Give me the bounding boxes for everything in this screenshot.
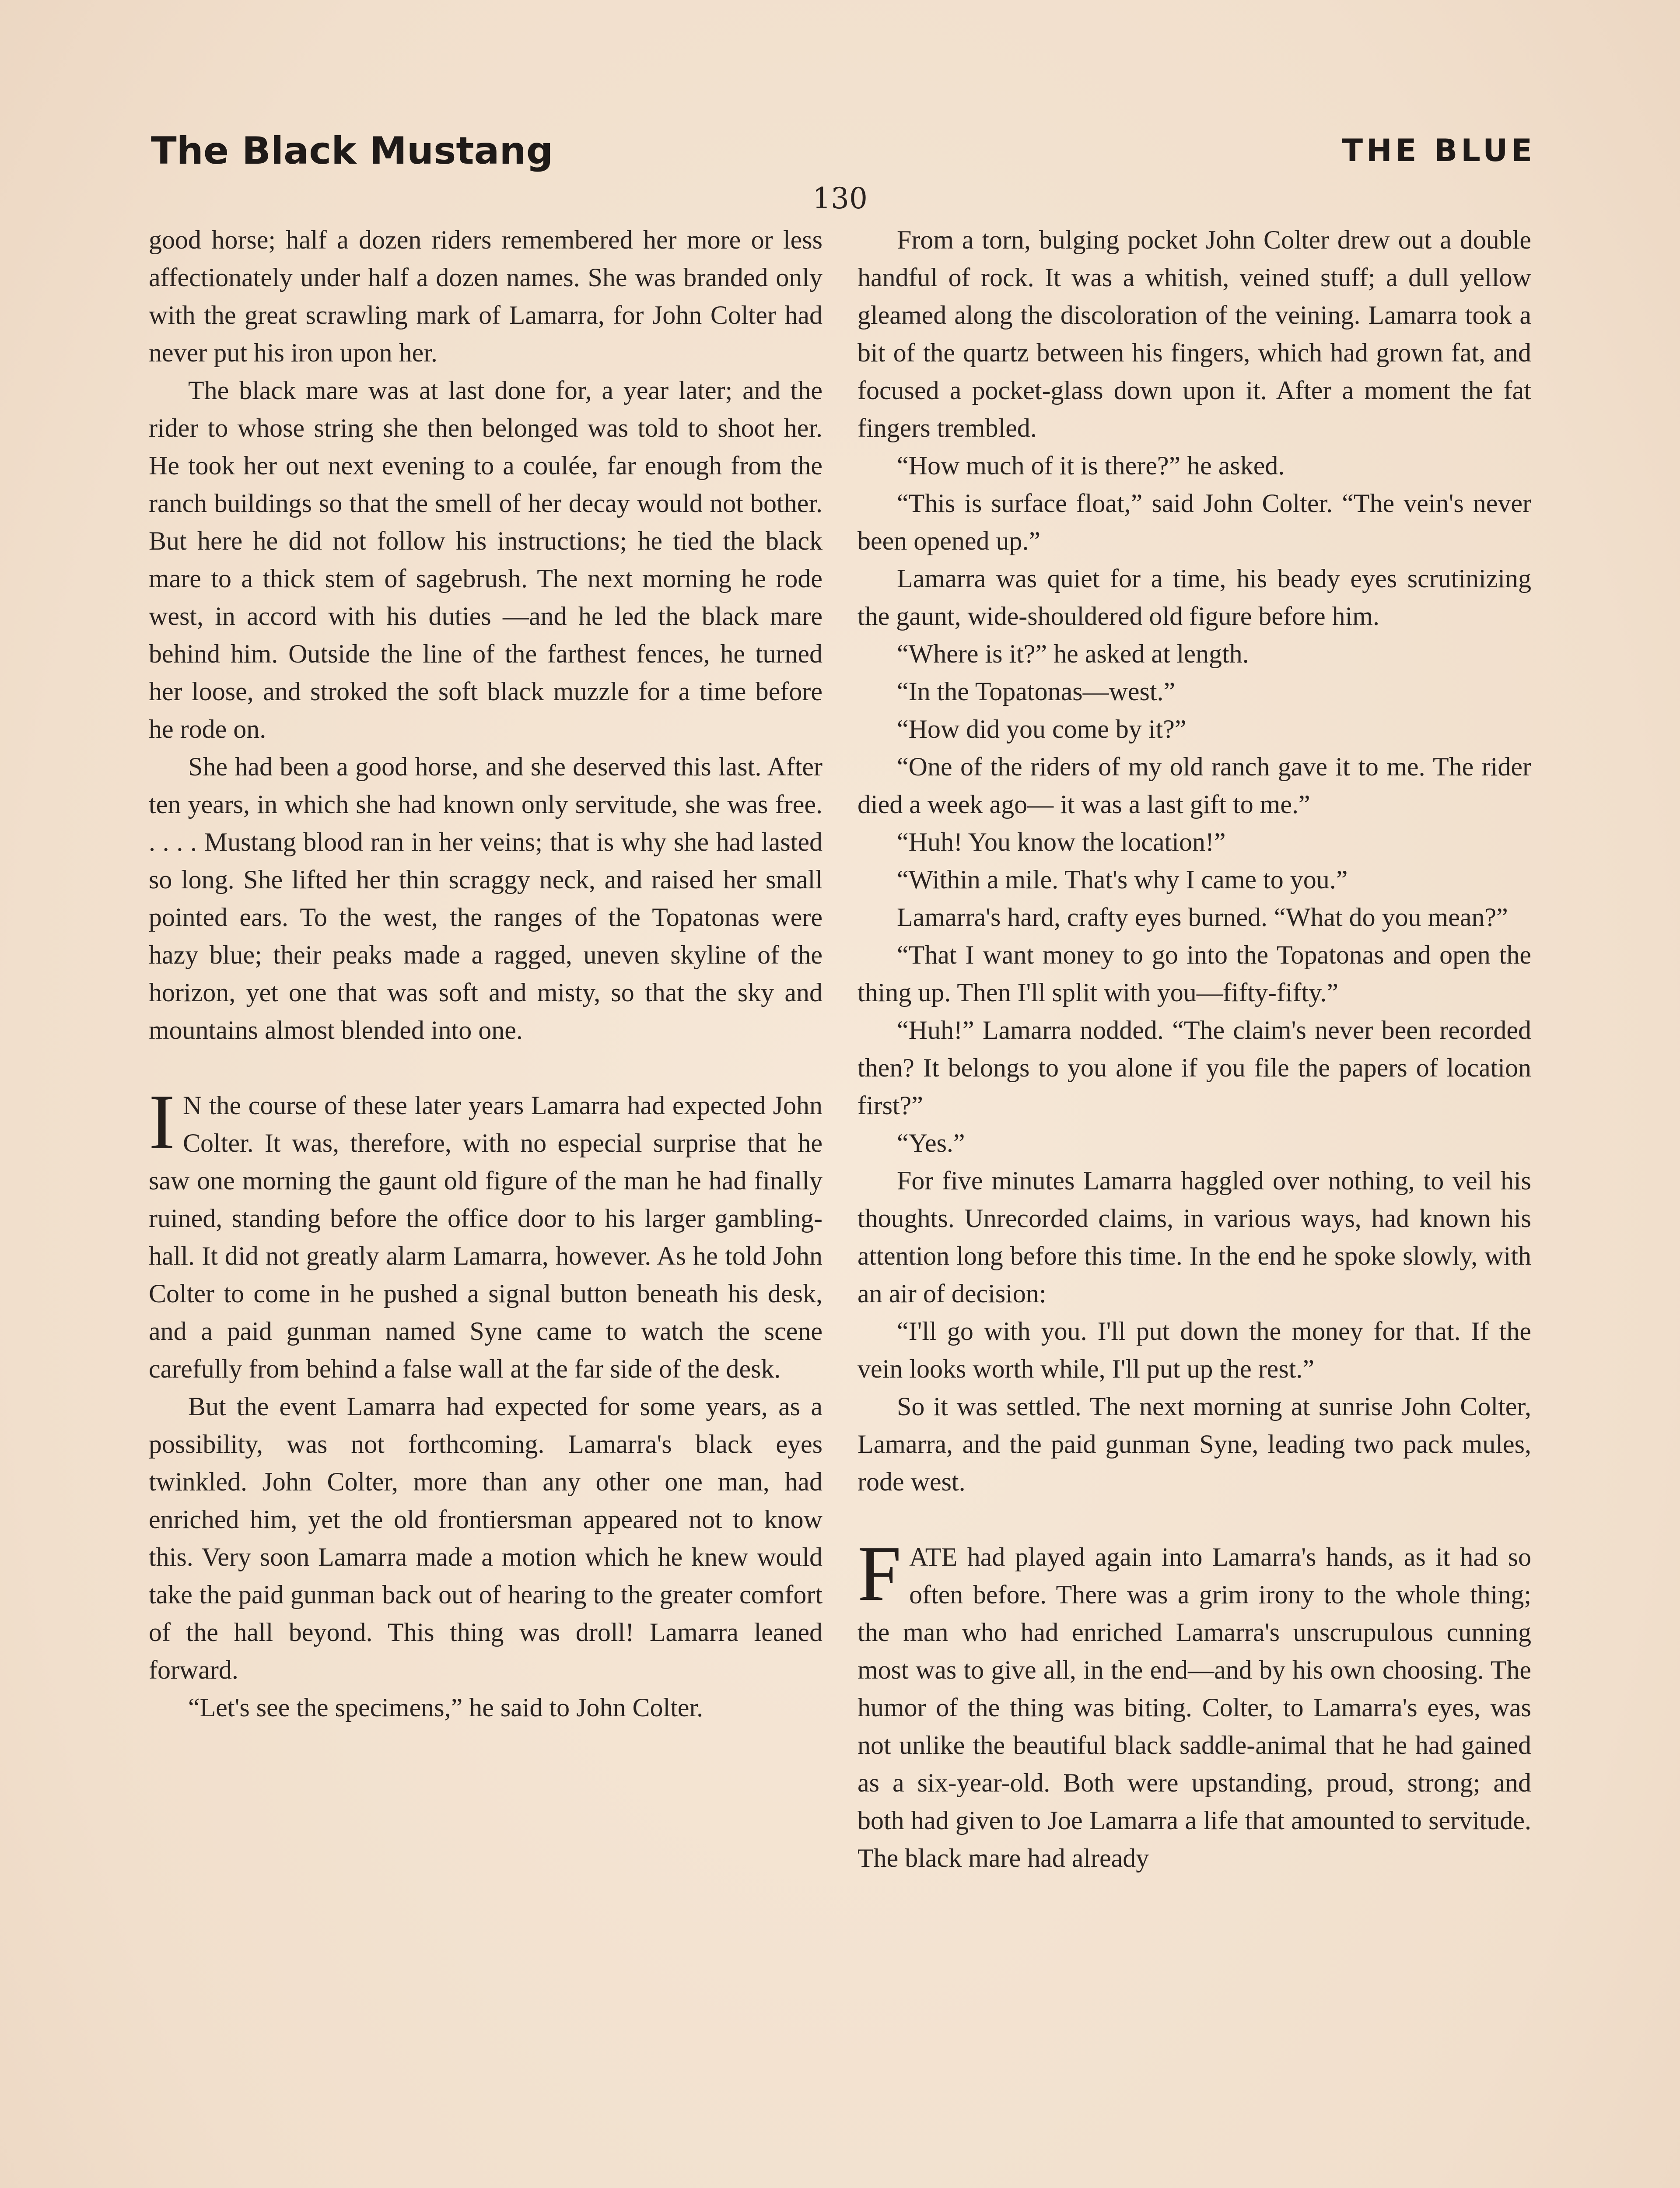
paragraph: “Within a mile. That's why I came to you.” — [897, 865, 1348, 894]
running-header — [151, 129, 1536, 182]
paragraph: “How did you come by it?” — [897, 715, 1186, 743]
paragraph-text: ATE had played again into Lamarra's hands, as it had so often before. There was a grim irony to the whole thing; the man who had enriched Lamarra's unscrupulous cunning most was to give all, in the end—and by his own choosing. The humor of the thing was biting. Colter, to Lamarra's eyes, was not unlike the beautiful black saddle-animal that he had gained as a six-year-old. Both were upstanding, proud, strong; and both had given to Joe Lamarra a life that amounted to servitude. The black mare had already — [858, 1543, 1531, 1872]
paragraph: “How much of it is there?” he asked. — [897, 451, 1285, 480]
paragraph: Lamarra's hard, crafty eyes burned. “What do you mean?” — [897, 903, 1508, 932]
paragraph: “One of the riders of my old ranch gave it to me. The rider died a week ago— it was a last gift to me.” — [858, 752, 1531, 819]
drop-cap: F — [858, 1530, 902, 1617]
paragraph: From a torn, bulging pocket John Colter drew out a double handful of rock. It was a whitish, veined stuff; a dull yellow gleamed along the discoloration of the veining. Lamarra took a bit of the quartz between his fingers, which had grown fat, and focused a pocket-glass down upon it. After a moment the fat fingers trembled. — [858, 225, 1531, 442]
left-column — [149, 221, 822, 1726]
story-title: The Black Mustang — [151, 129, 553, 173]
paragraph: “Yes.” — [897, 1129, 965, 1157]
page-number: 130 — [812, 182, 868, 215]
paragraph: She had been a good horse, and she deserved this last. After ten years, in which she had known only servitude, she was free. . . . . Mustang blood ran in her veins; that is why she had lasted so long. She lifted her thin scraggy neck, and raised her small pointed ears. To the west, the ranges of the Topatonas were hazy blue; their peaks made a ragged, uneven skyline of the horizon, yet one that was soft and misty, so that the sky and mountains almost blended into one. — [149, 752, 822, 1045]
right-column — [858, 221, 1531, 1877]
paragraph: “I'll go with you. I'll put down the money for that. If the vein looks worth while, I'll put up the rest.” — [858, 1317, 1531, 1383]
paragraph-text: N the course of these later years Lamarra had expected John Colter. It was, therefore, with no especial surprise that he saw one morning the gaunt old figure of the man he had finally ruined, standing before the office door to his larger gambling-hall. It did not greatly alarm Lamarra, however. As he told John Colter to come in he pushed a signal button beneath his desk, and a paid gunman named Syne came to watch the scene carefully from behind a false wall at the far side of the desk. — [149, 1091, 822, 1383]
paragraph: good horse; half a dozen riders remembered her more or less affectionately under half a dozen names. She was branded only with the great scrawling mark of Lamarra, for John Colter had never put his iron upon her. — [149, 225, 822, 367]
paragraph: “That I want money to go into the Topatonas and open the thing up. Then I'll split with you—fifty-fifty.” — [858, 940, 1531, 1007]
paragraph: So it was settled. The next morning at sunrise John Colter, Lamarra, and the paid gunman Syne, leading two pack mules, rode west. — [858, 1392, 1531, 1496]
section-paragraph — [149, 1078, 822, 1388]
paragraph: “Let's see the specimens,” he said to John Colter. — [188, 1693, 704, 1722]
paragraph: But the event Lamarra had expected for some years, as a possibility, was not forthcoming. Lamarra's black eyes twinkled. John Colter, more than any other one man, had enriched him, yet the old frontiersman appeared not to know this. Very soon Lamarra made a motion which he knew would take the paid gunman back out of hearing to the greater comfort of the hall beyond. This thing was droll! Lamarra leaned forward. — [149, 1392, 822, 1684]
paragraph: “Huh! You know the location!” — [897, 828, 1226, 856]
paragraph: “This is surface float,” said John Colter. “The vein's never been opened up.” — [858, 489, 1531, 555]
paragraph: The black mare was at last done for, a year later; and the rider to whose string she then belonged was told to shoot her. He took her out next evening to a coulée, far enough from the ranch buildings so that the smell of her decay would not bother. But here he did not follow his instructions; he tied the black mare to a thick stem of sagebrush. The next morning he rode west, in accord with his duties —and he led the black mare behind him. Outside the line of the farthest fences, he turned her loose, and stroked the soft black muzzle for a time before he rode on. — [149, 376, 822, 743]
paragraph: Lamarra was quiet for a time, his beady eyes scrutinizing the gaunt, wide-shouldered old figure before him. — [858, 564, 1531, 631]
paragraph: “Huh!” Lamarra nodded. “The claim's never been recorded then? It belongs to you alone if you file the papers of location first?” — [858, 1016, 1531, 1120]
paragraph: “Where is it?” he asked at length. — [897, 639, 1249, 668]
paragraph: For five minutes Lamarra haggled over nothing, to veil his thoughts. Unrecorded claims, in various ways, had known his attention long before this time. In the end he spoke slowly, with an air of decision: — [858, 1166, 1531, 1308]
paragraph: “In the Topatonas—west.” — [897, 677, 1176, 706]
section-paragraph — [858, 1530, 1531, 1877]
drop-cap: I — [149, 1078, 175, 1165]
magazine-title: THE BLUE — [1342, 133, 1536, 168]
